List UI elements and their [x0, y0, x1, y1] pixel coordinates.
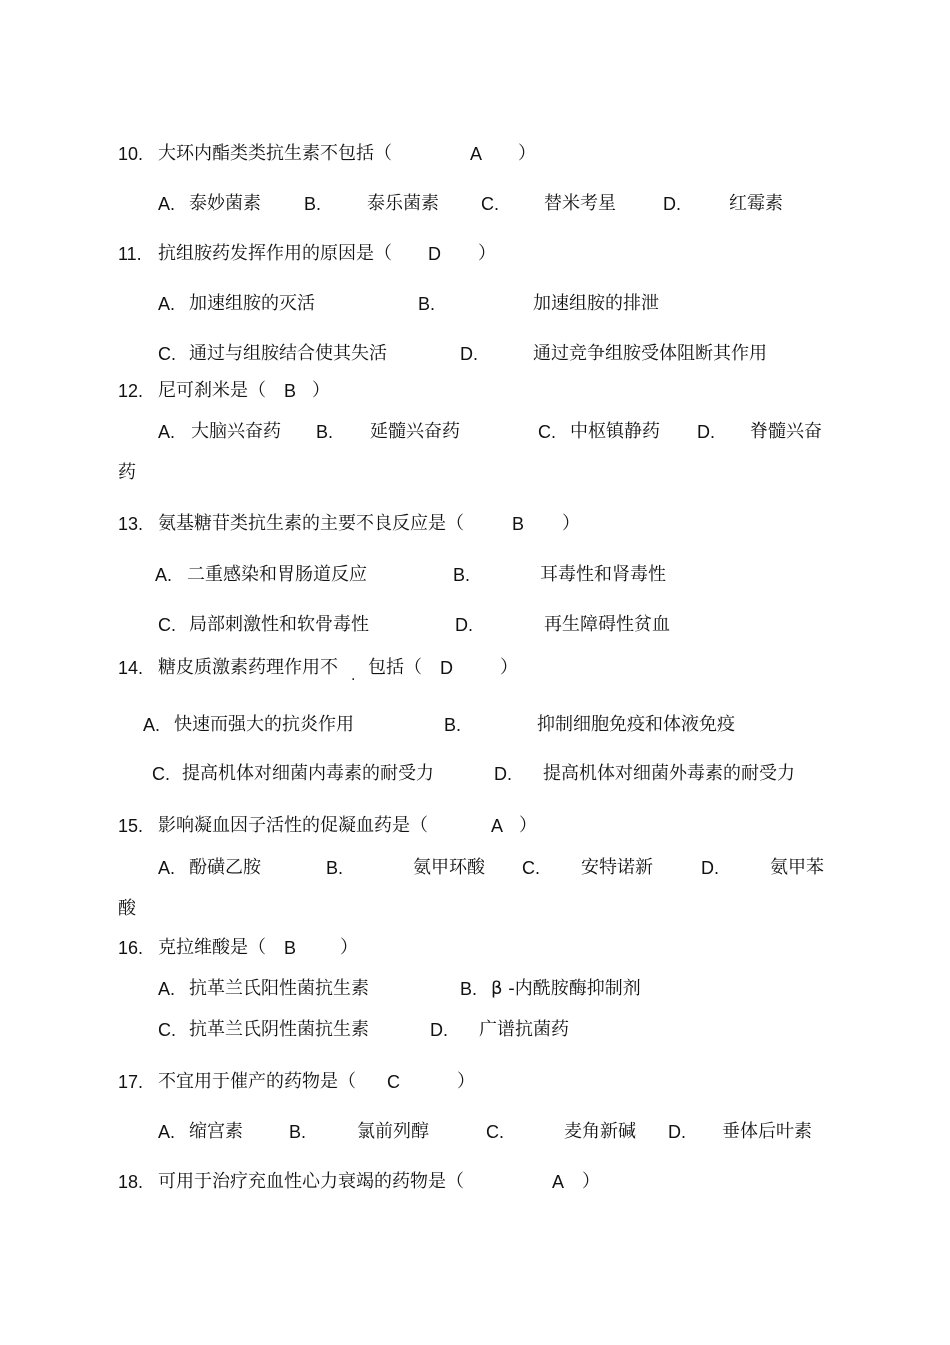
option-label: D.	[697, 422, 715, 442]
option-label: C.	[158, 615, 176, 635]
option-text: 氨甲环酸	[413, 857, 485, 878]
question-number: 10.	[118, 144, 144, 164]
option-text: 泰乐菌素	[367, 193, 439, 214]
option-label: B.	[289, 1122, 307, 1142]
option-label: D.	[494, 764, 512, 784]
option-text: 氯前列醇	[357, 1121, 429, 1142]
option-label: C.	[486, 1122, 504, 1142]
option-text: 缩宫素	[189, 1121, 243, 1142]
answer: A	[491, 816, 504, 836]
option-label: D.	[663, 194, 681, 214]
option-text: 麦角新碱	[564, 1121, 636, 1142]
option-text: 脊髓兴奋	[750, 421, 822, 442]
question-text: 影响凝血因子活性的促凝血药是（	[158, 815, 428, 836]
paren-close: ）	[312, 380, 330, 401]
option-text: 提高机体对细菌外毒素的耐受力	[543, 763, 795, 784]
option-label: A.	[158, 1122, 176, 1142]
question-number: 14.	[118, 658, 144, 678]
option-label: B.	[326, 858, 344, 878]
option-label: B.	[316, 422, 334, 442]
option-label: A.	[155, 565, 173, 585]
option-text: 加速组胺的灭活	[189, 293, 315, 314]
option-text: 抑制细胞免疫和体液免疫	[537, 714, 735, 735]
question-text: 抗组胺药发挥作用的原因是（	[158, 243, 392, 264]
option-label: A.	[158, 194, 176, 214]
option-text: 局部刺激性和软骨毒性	[189, 614, 369, 635]
question-text: 尼可刹米是（	[158, 380, 266, 401]
question-number: 16.	[118, 938, 144, 958]
answer: B	[284, 938, 297, 958]
question-text: 氨基糖苷类抗生素的主要不良反应是（	[158, 513, 464, 534]
question-text: 克拉维酸是（	[158, 937, 266, 958]
option-text: 替米考星	[544, 193, 616, 214]
emphasis-dot: .	[351, 668, 356, 684]
question-number: 15.	[118, 816, 144, 836]
option-label: D.	[455, 615, 473, 635]
option-label: B.	[453, 565, 471, 585]
paren-close: ）	[518, 143, 536, 164]
option-text: 安特诺新	[581, 857, 653, 878]
option-label: C.	[158, 1020, 176, 1040]
option-text: 提高机体对细菌内毒素的耐受力	[182, 763, 434, 784]
answer: D	[440, 658, 453, 678]
option-text: 氨甲苯	[770, 857, 824, 878]
answer: A	[552, 1172, 565, 1192]
option-label: A.	[158, 979, 176, 999]
question-number: 17.	[118, 1072, 144, 1092]
option-text: 通过与组胺结合使其失活	[189, 343, 387, 364]
option-text: 加速组胺的排泄	[533, 293, 659, 314]
option-label: C.	[158, 344, 176, 364]
option-label: C.	[481, 194, 499, 214]
paren-close: ）	[340, 937, 358, 958]
option-label: D.	[668, 1122, 686, 1142]
option-text: 延髓兴奋药	[370, 421, 460, 442]
option-text: 中枢镇静药	[570, 421, 660, 442]
option-label: D.	[460, 344, 478, 364]
option-label: D.	[430, 1020, 448, 1040]
option-text: 耳毒性和肾毒性	[540, 564, 666, 585]
option-text: 快速而强大的抗炎作用	[174, 714, 354, 735]
option-label: B.	[444, 715, 462, 735]
option-label: A.	[158, 294, 176, 314]
paren-close: ）	[562, 513, 580, 534]
option-label: C.	[538, 422, 556, 442]
option-label: A.	[158, 422, 176, 442]
option-text-wrap: 药	[118, 462, 136, 483]
option-text: 红霉素	[729, 193, 783, 214]
option-text: β -内酰胺酶抑制剂	[491, 978, 641, 999]
paren-close: ）	[478, 243, 496, 264]
paren-close: ）	[519, 815, 537, 836]
option-label: A.	[158, 858, 176, 878]
option-label: B.	[304, 194, 322, 214]
paren-close: ）	[582, 1171, 600, 1192]
question-number: 13.	[118, 514, 144, 534]
option-label: C.	[522, 858, 540, 878]
question-text: 不宜用于催产的药物是（	[158, 1071, 356, 1092]
option-text: 二重感染和胃肠道反应	[187, 564, 367, 585]
option-label: B.	[418, 294, 436, 314]
question-text: 大环内酯类类抗生素不包括（	[158, 143, 392, 164]
option-text: 泰妙菌素	[189, 193, 261, 214]
option-text: 垂体后叶素	[722, 1121, 812, 1142]
question-text-cont: 包括（	[368, 657, 422, 678]
option-text: 再生障碍性贫血	[544, 614, 670, 635]
question-number: 11.	[118, 244, 142, 264]
option-text: 抗革兰氏阳性菌抗生素	[189, 978, 369, 999]
option-text: 大脑兴奋药	[191, 421, 281, 442]
paren-close: ）	[500, 657, 518, 678]
answer: C	[387, 1072, 400, 1092]
question-number: 12.	[118, 381, 144, 401]
option-text-wrap: 酸	[118, 898, 136, 919]
option-label: B.	[460, 979, 478, 999]
option-label: D.	[701, 858, 719, 878]
answer: A	[470, 144, 483, 164]
option-text: 抗革兰氏阴性菌抗生素	[189, 1019, 369, 1040]
question-number: 18.	[118, 1172, 144, 1192]
answer: B	[512, 514, 525, 534]
option-text: 酚磺乙胺	[189, 857, 261, 878]
option-label: C.	[152, 764, 170, 784]
option-text: 广谱抗菌药	[479, 1019, 569, 1040]
answer: D	[428, 244, 441, 264]
answer: B	[284, 381, 297, 401]
question-text: 糖皮质激素药理作用不	[158, 657, 338, 678]
question-text: 可用于治疗充血性心力衰竭的药物是（	[158, 1171, 464, 1192]
option-label: A.	[143, 715, 161, 735]
paren-close: ）	[457, 1071, 475, 1092]
option-text: 通过竞争组胺受体阻断其作用	[533, 343, 767, 364]
